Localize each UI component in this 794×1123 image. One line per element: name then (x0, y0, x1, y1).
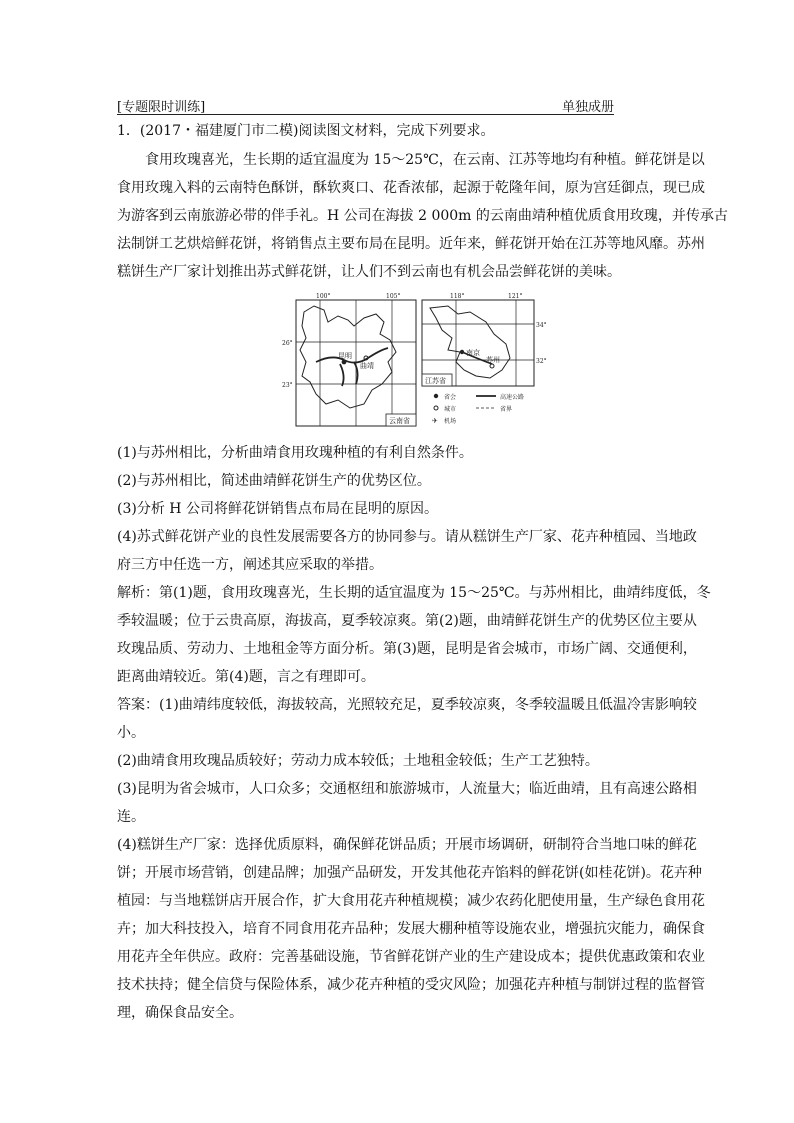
header-section-label: [专题限时训练] (117, 100, 206, 115)
jiangsu-map-panel (422, 293, 547, 386)
question-item: (1)与苏州相比，分析曲靖食用玫瑰种植的有利自然条件。 (117, 445, 473, 461)
page-header (117, 96, 614, 115)
lon-label: 100° (316, 293, 331, 300)
question-item: 府三方中任选一方，阐述其应采取的举措。 (117, 557, 383, 573)
analysis-line: 距离曲靖较近。第(4)题，言之有理即可。 (117, 669, 375, 685)
material-line: 食用玫瑰喜光，生长期的适宜温度为 15～25℃，在云南、江苏等地均有种植。鲜花饼是以 (117, 152, 705, 168)
material-line: 法制饼工艺烘焙鲜花饼，将销售点主要布局在昆明。近年来，鲜花饼开始在江苏等地风靡。苏州 (117, 236, 705, 252)
map-figure (280, 292, 558, 430)
legend-capital-label: 省会 (444, 394, 457, 401)
legend-boundary-label: 省界 (500, 406, 513, 413)
answer-line: 饼；开展市场营销，创建品牌；加强产品研发，开发其他花卉馅料的鲜花饼(如桂花饼)。花卉种 (117, 865, 702, 881)
highway-line (340, 364, 344, 386)
answer-line: (3)昆明为省会城市，人口众多；交通枢纽和旅游城市，人流量大；临近曲靖，且有高速公路相 (117, 781, 697, 797)
answer-line: 连。 (117, 809, 145, 825)
map-svg (280, 292, 558, 430)
answer-line: 理，确保食品安全。 (117, 1005, 243, 1021)
legend-city-label: 城市 (444, 406, 457, 413)
city-label-kunming: 昆明 (338, 352, 352, 360)
legend-highway-label: 高速公路 (500, 394, 525, 401)
province-label-jiangsu: 江苏省 (425, 377, 446, 385)
material-line: 食用玫瑰入料的云南特色酥饼，酥软爽口、花香浓郁，起源于乾隆年间，原为宫廷御点，现已成 (117, 180, 705, 196)
city-label-qujing: 曲靖 (360, 362, 374, 370)
capital-marker (342, 360, 347, 365)
highway-line (316, 348, 388, 363)
lat-label: 32° (536, 358, 547, 365)
legend-capital-icon (434, 394, 438, 398)
jiangsu-boundary (430, 306, 510, 378)
lon-label: 118° (450, 293, 465, 300)
city-label-suzhou: 苏州 (486, 356, 500, 364)
answer-line: 答案：(1)曲靖纬度较低，海拔较高，光照较充足，夏季较凉爽，冬季较温暖且低温冷害影响较 (117, 697, 697, 713)
question-stem: 1．(2017・福建厦门市二模)阅读图文材料，完成下列要求。 (117, 123, 495, 139)
material-line: 为游客到云南旅游必带的伴手礼。H 公司在海拔 2 000m 的云南曲靖种植优质食用玫瑰，并传承古 (117, 208, 728, 224)
lat-label: 23° (282, 382, 293, 389)
analysis-line: 解析：第(1)题，食用玫瑰喜光，生长期的适宜温度为 15～25℃。与苏州相比，曲靖纬度低，冬 (117, 585, 711, 601)
answer-line: 用花卉全年供应。政府：完善基础设施，节省鲜花饼产业的生产建设成本；提供优惠政策和农业 (117, 949, 705, 965)
answer-line: (2)曲靖食用玫瑰品质较好；劳动力成本较低；土地租金较低；生产工艺独特。 (117, 753, 599, 769)
question-item: (3)分析 H 公司将鲜花饼销售点布局在昆明的原因。 (117, 501, 438, 517)
answer-line: (4)糕饼生产厂家：选择优质原料，确保鲜花饼品质；开展市场调研，研制符合当地口味的鲜花 (117, 837, 697, 853)
province-label-yunnan: 云南省 (389, 417, 410, 425)
header-booklet-label: 单独成册 (561, 100, 614, 115)
answer-line: 小。 (117, 725, 145, 741)
question-item: (2)与苏州相比，简述曲靖鲜花饼生产的优势区位。 (117, 473, 431, 489)
analysis-line: 玫瑰品质、劳动力、土地租金等方面分析。第(3)题，昆明是省会城市，市场广阔、交通便利， (117, 641, 697, 657)
lon-label: 105° (386, 293, 401, 300)
legend-airport-icon: ✈ (432, 417, 438, 425)
city-marker (490, 364, 494, 368)
city-label-nanjing: 南京 (466, 349, 480, 357)
capital-marker (460, 350, 464, 354)
yunnan-map-panel (282, 293, 416, 426)
answer-line: 技术扶持；健全信贷与保险体系，减少花卉种植的受灾风险；加强花卉种植与制饼过程的监督管 (117, 977, 705, 993)
lon-label: 121° (508, 293, 523, 300)
answer-line: 卉；加大科技投入，培育不同食用花卉品种；发展大棚种植等设施农业，增强抗灾能力，确保食 (117, 921, 705, 937)
answer-line: 植园：与当地糕饼店开展合作，扩大食用花卉种植规模；减少农药化肥使用量，生产绿色食用花 (117, 893, 705, 909)
material-line: 糕饼生产厂家计划推出苏式鲜花饼，让人们不到云南也有机会品尝鲜花饼的美味。 (117, 264, 621, 280)
lat-label: 34° (536, 322, 547, 329)
legend-airport-label: 机场 (444, 418, 457, 425)
legend-city-icon (434, 406, 438, 410)
question-item: (4)苏式鲜花饼产业的良性发展需要各方的协同参与。请从糕饼生产厂家、花卉种植园、当地政 (117, 529, 697, 545)
analysis-line: 季较温暖；位于云贵高原，海拔高，夏季较凉爽。第(2)题，曲靖鲜花饼生产的优势区位主要从 (117, 613, 697, 629)
map-legend (432, 393, 524, 425)
lat-label: 26° (282, 340, 293, 347)
